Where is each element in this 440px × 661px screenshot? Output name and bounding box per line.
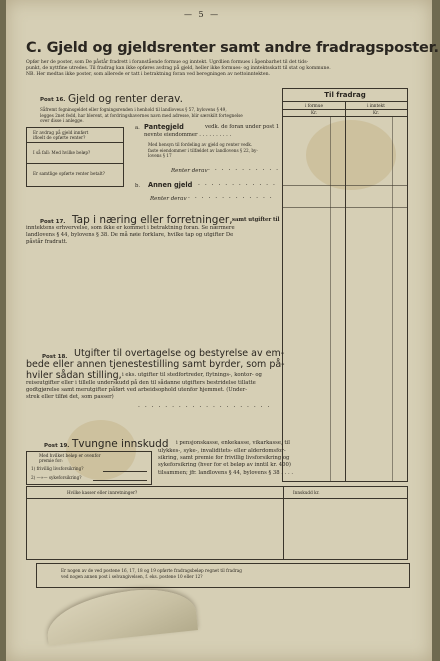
intro-line: punkt, de nyttfine utredes. Til fradrag kan ikke opføres avdrag på gjeld, heller ikke formues- og inntektsskatt til stat og kommune. — [26, 66, 331, 71]
intro-line: NB. Her medtas ikke poster, som allerede er tatt i betraktning foran ved beregningen av nettoinntekten. — [26, 72, 270, 77]
ore-divider — [330, 116, 331, 481]
intro-line: Opfør her de poster, som De påstår fradrett i foranstående formue og inntekt. Ugrdlien formues i åpenbarhet til det tids- — [26, 60, 309, 65]
dot-leader: . . . . . . . . . . . . . . . . . . . . — [138, 402, 271, 409]
curled-corner — [44, 584, 198, 645]
question-text: Er avdrag på gjeld innført — [33, 130, 89, 135]
post18-text — [26, 380, 256, 402]
answer-line — [93, 480, 147, 481]
post18-line: reiseutgifter eller i tillelle underskudd på den til sådanne utgifters bestridelse tillatte — [26, 380, 256, 386]
columns-header: Til fradrag — [324, 91, 366, 99]
post18-label: Post 18. — [42, 354, 68, 360]
dot-leader: . . . . . . . . . . . — [208, 165, 280, 172]
note-line: Med hensyn til fordeling av gjeld og renter vedk. — [148, 142, 253, 147]
post17-label: Post 17. — [40, 219, 66, 225]
intro-text — [26, 60, 331, 78]
premium-question: 1) frivillig livsforsikring? — [31, 466, 84, 471]
post18-line: strek eller tilføi det, som passer) — [26, 394, 114, 401]
deduction-columns — [282, 88, 408, 482]
post19-kasser-table — [26, 486, 408, 560]
post16-line: over disse i anlegge. — [40, 118, 84, 123]
post16-line: Såfremt fogninsgeldet eller fogningsrenden i henhold til landloveus § 57, bylovens § 49, — [40, 107, 227, 112]
question-text: ifloelt de opførte renter? — [33, 135, 86, 140]
post18-heading: Utgifter til overtagelse og bestyrelse av em- — [74, 348, 285, 359]
entry-line — [283, 185, 407, 186]
note-line: faste eiendommer i tilfældet av landlovens § 22, by- — [148, 147, 258, 153]
footer-question-box — [36, 563, 410, 588]
post16-line: legges 2net fedd, har blerent, at fordringshavernes navn med adresse, blir særskilt fortegnelse — [40, 112, 243, 118]
post16-a-text: vedk. de foran under post 1 — [205, 124, 280, 130]
footer-line: ved nogen annen post i selvangivelsen, f. eks. postene 10 eller 12? — [61, 574, 203, 579]
post19-line: tilsammen; jfr. landlovens § 44, bylovens § 38 . . . . — [158, 469, 294, 476]
post16-a-note — [148, 142, 258, 159]
premium-question: premie for: — [39, 458, 63, 463]
column-kr: Kr. — [310, 110, 317, 115]
post16-heading: Gjeld og renter derav. — [68, 93, 183, 105]
post16-a-renter: Renter derav — [171, 168, 208, 174]
post19-text: i pensjonskasse, enkekasse, vikarkasse, til — [176, 440, 290, 446]
post17-text — [26, 225, 235, 247]
question-text: Er samtlige opførte renter betalt? — [33, 171, 105, 176]
post19-text — [158, 448, 293, 477]
post19-line: sikring, samt premie for frivillig livsforsikring og — [158, 455, 290, 462]
column-kr: Kr. — [372, 110, 379, 115]
post16-a-text: nevnte eiendommer . . . . . . . . . . — [144, 132, 232, 138]
post18-line: godtgjørelse samt merutgifter påført ved arbeidsophold utenfor hjemmet. (Under- — [26, 387, 248, 394]
dot-leader: . . . . . . . . . . . . — [198, 180, 277, 187]
post19-premium-box — [26, 451, 152, 485]
kasser-label: Hvilke kasser eller innretninger? — [67, 490, 138, 495]
post19-heading: Tvungne innskudd — [72, 438, 169, 450]
answer-line — [103, 471, 147, 472]
entry-line — [283, 207, 407, 208]
post17-line: inntektens erhvervelse, som ikke er kommet i betraktning foran. Se nærmere — [26, 225, 235, 231]
post16-a-label: a. — [135, 125, 140, 131]
post16-b-title: Annen gjeld — [148, 181, 193, 189]
section-title: C. Gjeld og gjeldsrenter samt andre fradragsposter. — [26, 40, 439, 56]
post16-b-label: b. — [135, 183, 141, 189]
innskudd-label: Innskudd kr. — [293, 490, 320, 495]
column-formue: i formue — [305, 103, 323, 108]
column-divider — [345, 101, 346, 481]
post17-line: landlovens § 44, bylovens § 38. De må nøie forklare, hvilke tap og utgifter De — [26, 232, 234, 239]
post17-text: samt utgifter til — [232, 217, 280, 223]
question-text: I så fall: Med hvilke beløp? — [33, 150, 91, 155]
post16-label: Post 16. — [40, 97, 66, 103]
column-inntekt: i inntekt — [367, 103, 385, 108]
dot-leader: . . . . . . . . . . . . . — [188, 193, 274, 200]
premium-question: 2) —»— sykeforsikring? — [31, 475, 82, 480]
divider — [27, 498, 407, 499]
post18-heading: hviler sådan stilling, — [26, 370, 122, 381]
post16-b-renter: Renter derav — [150, 196, 187, 202]
post16-a-title: Pantegjeld — [144, 123, 184, 131]
post16-question-box — [26, 127, 124, 187]
post19-line: ulykkes-, syke-, invaliditets- eller alderdomsfor- — [158, 448, 286, 454]
premium-question: Med hvilket beløp er ovenfor — [39, 453, 101, 458]
post17-line: påstår fradratt. — [26, 239, 68, 246]
ore-divider — [392, 116, 393, 481]
note-line: lovens § 17 — [148, 153, 172, 158]
page-number: — 5 — — [184, 10, 221, 19]
post18-text: i eks. utgifter til stedfortreder, flytnings-, kontor- og — [122, 372, 262, 378]
divider — [27, 142, 123, 143]
post18-heading: bede eller annen tjenestestilling samt byrder, som på- — [26, 359, 285, 370]
post19-line: sykeforsikring (hver for et beløp av inntil kr. 400) — [158, 462, 291, 469]
post16-text — [40, 107, 243, 124]
post17-heading: Tap i næring eller forretninger, — [72, 214, 233, 226]
footer-line: Er nogen av de ved postene 16, 17, 18 og 19 opførte fradragsbeløp regnet til fradrag — [61, 568, 242, 573]
divider — [283, 116, 407, 117]
paper-page — [6, 0, 439, 661]
post19-label: Post 19. — [44, 443, 70, 449]
divider — [27, 163, 123, 164]
